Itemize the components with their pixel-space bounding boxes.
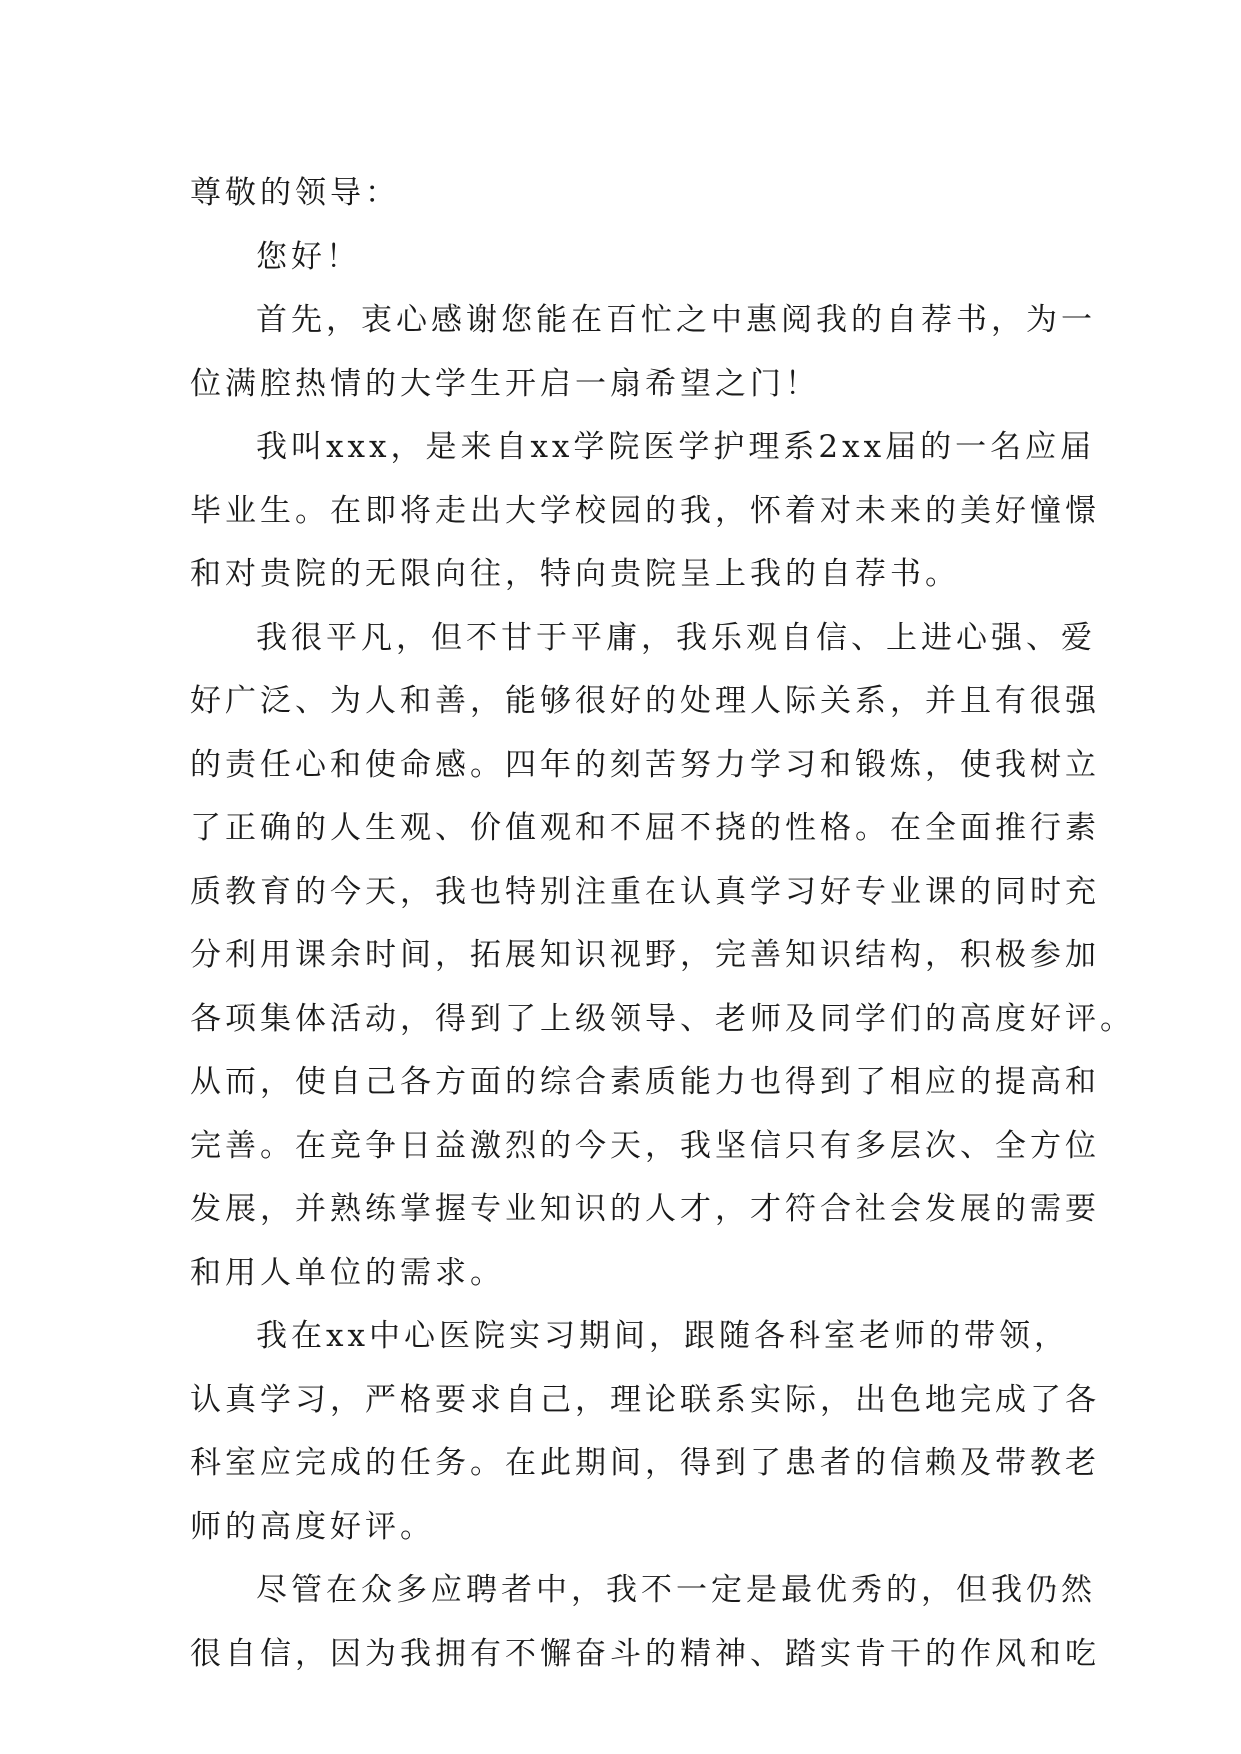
greeting: 您好！	[256, 238, 361, 275]
paragraph-line: 和对贵院的无限向往，特向贵院呈上我的自荐书。	[190, 556, 960, 592]
paragraph-line: 和用人单位的需求。	[190, 1254, 505, 1291]
paragraph-line: 我叫xxx，是来自xx学院医学护理系2xx届的一名应届	[256, 429, 1096, 465]
paragraph-line: 分利用课余时间，拓展知识视野，完善知识结构，积极参加	[190, 937, 1100, 973]
salutation: 尊敬的领导：	[190, 175, 400, 211]
paragraph-line: 很自信，因为我拥有不懈奋斗的精神、踏实肯干的作风和吃	[190, 1635, 1100, 1672]
paragraph-line: 发展，并熟练掌握专业知识的人才，才符合社会发展的需要	[190, 1191, 1100, 1227]
paragraph-line: 我很平凡，但不甘于平庸，我乐观自信、上进心强、爱	[256, 619, 1096, 656]
paragraph-line: 我在xx中心医院实习期间，跟随各科室老师的带领，	[256, 1318, 1069, 1354]
paragraph-line: 位满腔热情的大学生开启一扇希望之门！	[190, 365, 820, 402]
paragraph-line: 首先，衷心感谢您能在百忙之中惠阅我的自荐书，为一	[256, 302, 1096, 338]
paragraph-line: 了正确的人生观、价值观和不屈不挠的性格。在全面推行素	[190, 810, 1100, 846]
paragraph-line: 师的高度好评。	[190, 1508, 435, 1545]
paragraph-line: 尽管在众多应聘者中，我不一定是最优秀的，但我仍然	[256, 1572, 1096, 1608]
paragraph-line: 认真学习，严格要求自己，理论联系实际，出色地完成了各	[190, 1381, 1100, 1418]
paragraph-line: 的责任心和使命感。四年的刻苦努力学习和锻炼，使我树立	[190, 746, 1100, 783]
paragraph-line: 从而，使自己各方面的综合素质能力也得到了相应的提高和	[190, 1064, 1100, 1100]
paragraph-line: 好广泛、为人和善，能够很好的处理人际关系，并且有很强	[190, 683, 1100, 719]
letter-body	[190, 162, 1135, 1686]
paragraph-line: 各项集体活动，得到了上级领导、老师及同学们的高度好评。	[190, 1000, 1135, 1037]
paragraph-line: 完善。在竞争日益激烈的今天，我坚信只有多层次、全方位	[190, 1127, 1100, 1164]
paragraph-line: 毕业生。在即将走出大学校园的我，怀着对未来的美好憧憬	[190, 492, 1100, 529]
paragraph-line: 质教育的今天，我也特别注重在认真学习好专业课的同时充	[190, 873, 1100, 910]
paragraph-line: 科室应完成的任务。在此期间，得到了患者的信赖及带教老	[190, 1445, 1100, 1481]
